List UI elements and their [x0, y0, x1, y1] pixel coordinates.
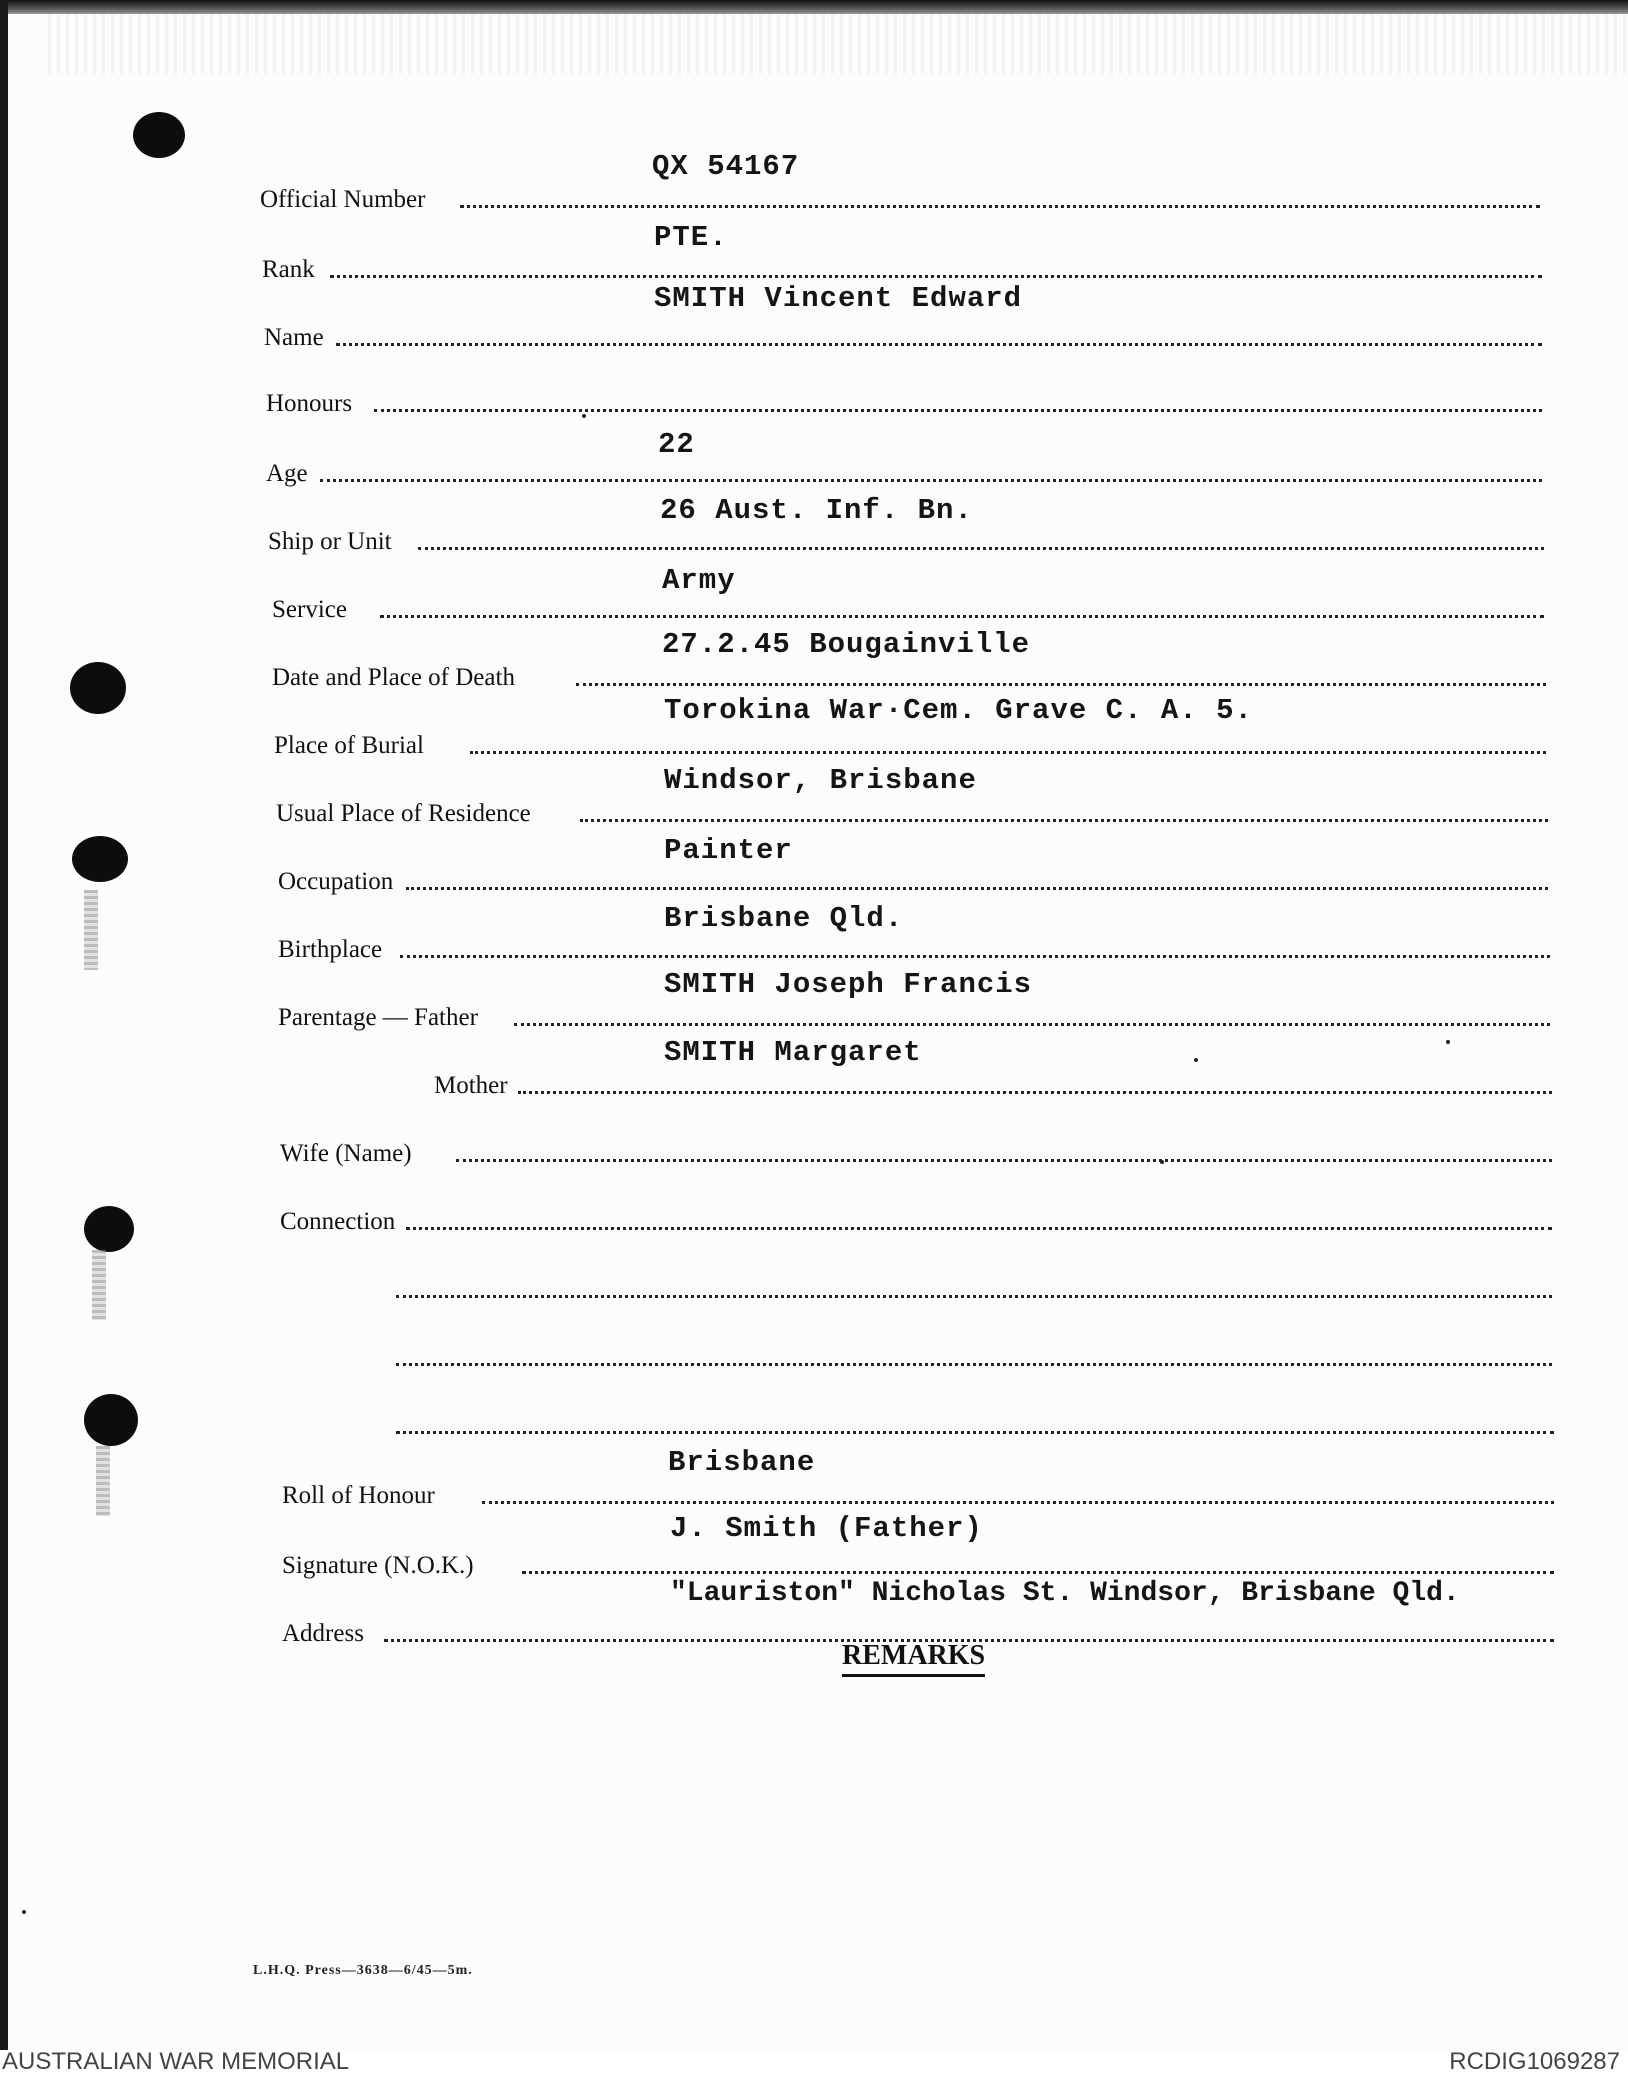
field-value: J. Smith (Father): [670, 1512, 983, 1545]
field-label: Rank: [262, 256, 315, 283]
printer-mark: L.H.Q. Press—3638—6/45—5m.: [253, 1963, 473, 1978]
field-value: 26 Aust. Inf. Bn.: [660, 494, 973, 527]
field-value: "Lauriston" Nicholas St. Windsor, Brisbane Qld.: [670, 1578, 1460, 1609]
remarks-heading: REMARKS: [842, 1640, 985, 1677]
dotted-line: [396, 1295, 1552, 1298]
dotted-line: [330, 275, 1542, 278]
field-label: Age: [266, 460, 308, 487]
field-value: 27.2.45 Bougainville: [662, 628, 1031, 661]
dotted-line: [580, 819, 1548, 822]
field-label: Address: [282, 1620, 364, 1647]
dotted-line: [336, 343, 1542, 346]
field-label: Date and Place of Death: [272, 664, 515, 691]
scan-streak: [96, 1446, 110, 1516]
dotted-line: [460, 205, 1540, 208]
field-label: Connection: [280, 1208, 396, 1235]
field-value: Torokina War·Cem. Grave C. A. 5.: [664, 694, 1253, 727]
field-label: Place of Burial: [274, 732, 424, 759]
field-label: Roll of Honour: [282, 1482, 435, 1509]
dotted-line: [406, 887, 1548, 890]
dotted-line: [470, 751, 1546, 754]
dotted-line: [396, 1363, 1552, 1366]
dotted-line: [522, 1571, 1554, 1574]
field-value: SMITH Vincent Edward: [654, 282, 1023, 315]
scan-top-edge: [8, 0, 1628, 14]
field-value: SMITH Joseph Francis: [664, 968, 1033, 1001]
dotted-line: [418, 547, 1544, 550]
dotted-line: [514, 1023, 1550, 1026]
field-label: Wife (Name): [280, 1140, 412, 1167]
field-label: Signature (N.O.K.): [282, 1552, 474, 1579]
dotted-line: [400, 955, 1550, 958]
field-label: Official Number: [260, 186, 426, 213]
scan-streak: [92, 1250, 106, 1320]
punch-hole: [72, 836, 128, 882]
scan-streak: [84, 890, 98, 970]
punch-hole: [84, 1394, 138, 1446]
field-label: Birthplace: [278, 936, 383, 963]
field-value: QX 54167: [652, 150, 800, 183]
field-value: Army: [662, 564, 736, 597]
punch-hole: [133, 112, 185, 158]
field-value: PTE.: [654, 221, 728, 254]
field-label: Occupation: [278, 868, 394, 895]
dotted-line: [380, 615, 1544, 618]
dotted-line: [320, 479, 1542, 482]
dotted-line: [374, 409, 1542, 412]
footer-left: AUSTRALIAN WAR MEMORIAL: [2, 2048, 350, 2075]
field-label: Name: [264, 324, 324, 351]
footer-right: RCDIG1069287: [1449, 2048, 1620, 2075]
scan-speck: [1160, 1160, 1164, 1164]
scan-speck: [22, 1910, 26, 1914]
field-label: Ship or Unit: [268, 528, 392, 555]
punch-hole: [84, 1206, 134, 1252]
field-label: Service: [272, 596, 347, 623]
field-label: Usual Place of Residence: [276, 800, 531, 827]
field-value: 22: [658, 428, 695, 461]
dotted-line: [482, 1501, 1554, 1504]
field-label: Parentage — Father: [278, 1004, 478, 1031]
scan-speck: [1446, 1040, 1450, 1044]
punch-hole: [70, 662, 126, 714]
scan-speck: [582, 414, 586, 418]
scan-speck: [1194, 1058, 1198, 1062]
field-label: Mother: [434, 1072, 508, 1099]
dotted-line: [406, 1227, 1552, 1230]
dotted-line: [518, 1091, 1552, 1094]
dotted-line: [396, 1431, 1554, 1434]
dotted-line: [456, 1159, 1552, 1162]
dotted-line: [576, 683, 1546, 686]
field-value: Brisbane Qld.: [664, 902, 904, 935]
scan-noise: [48, 14, 1628, 74]
field-label: Honours: [266, 390, 353, 417]
field-value: SMITH Margaret: [664, 1036, 922, 1069]
field-value: Painter: [664, 834, 793, 867]
field-value: Windsor, Brisbane: [664, 764, 977, 797]
field-value: Brisbane: [668, 1446, 816, 1479]
